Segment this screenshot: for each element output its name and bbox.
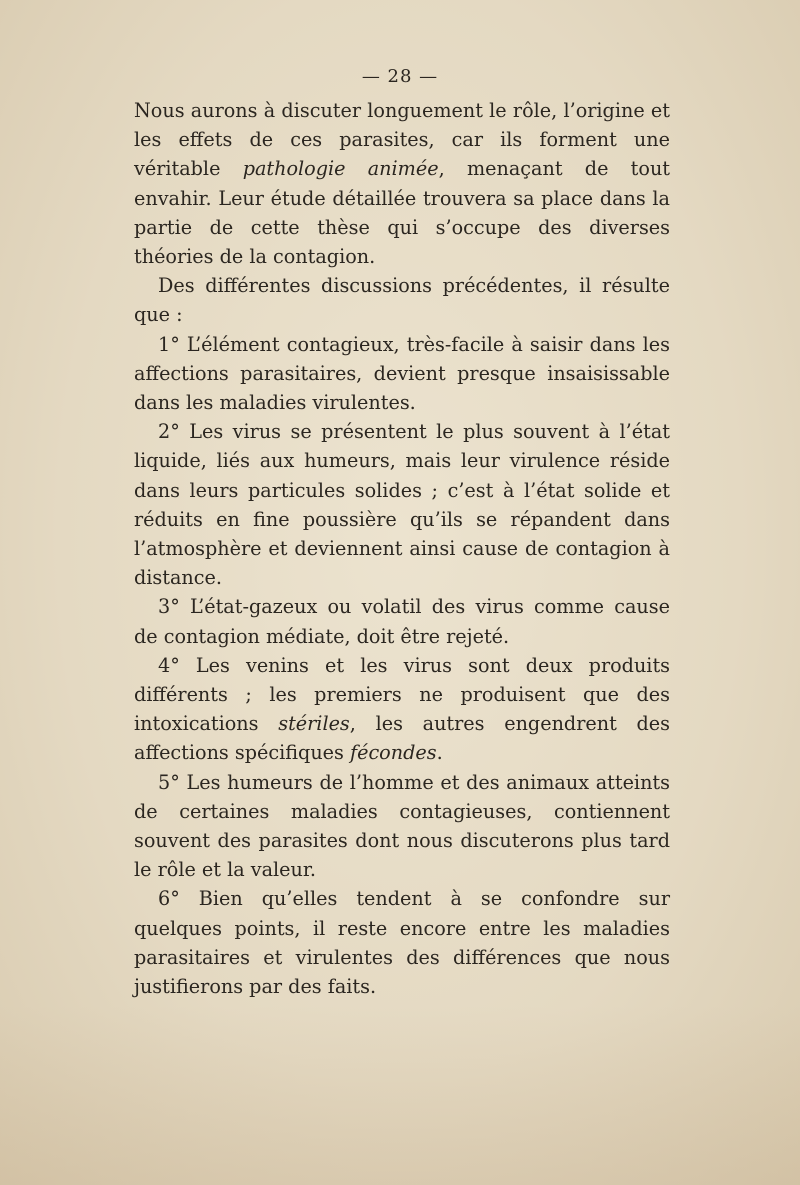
conclusion-item-2: 2° Les virus se présentent le plus souvent à l’état liquide, liés aux humeurs, mais leur virulence réside dans leurs particules solides ; c’est à l’état solide et réduits en fine poussière qu’ils se répandent dans l’atmosphère et deviennent ainsi cause de contagion à distance.: [134, 420, 670, 590]
paper-stain: [0, 1005, 800, 1185]
page-number: — 28 —: [361, 66, 439, 87]
emphasis-fecondes: fécondes: [349, 741, 437, 765]
body-text: [134, 96, 670, 1001]
conclusion-item-1: 1° L’élément contagieux, très-facile à saisir dans les affections parasitaires, devient presque insaisissable dans les maladies virulentes.: [134, 332, 670, 415]
conclusion-item-5: 5° Les humeurs de l’homme et des animaux atteints de certaines maladies contagieuses, contiennent souvent des parasites dont nous discuterons plus tard le rôle et la valeur.: [134, 770, 670, 882]
paragraph-intro-end: , menaçant de tout envahir. Leur étude détaillée trouvera sa place dans la partie de cette thèse qui s’occupe des diverses théories de la contagion.: [134, 157, 671, 269]
paragraph-intro: [134, 96, 670, 271]
paragraph-intro-start: Nous aurons à discuter longuement le rôle, l’origine et les effets de ces parasites, car ils forment une véritable: [134, 99, 670, 181]
conclusion-item-6: 6° Bien qu’elles tendent à se confondre sur quelques points, il reste encore entre les maladies parasitaires et virulentes des différences que nous justifierons par des faits.: [134, 887, 670, 999]
emphasis-steriles: stériles: [278, 712, 350, 736]
conclusion-item-3: 3° L’état-gazeux ou volatil des virus comme cause de contagion médiate, doit être rejeté.: [134, 595, 670, 648]
conclusion-item-4-end: .: [436, 741, 443, 765]
conclusion-item-4-start: 4° Les venins et les virus sont deux produits différents ; les premiers ne produisent que des intoxications: [134, 653, 670, 736]
conclusion-item-4-middle: , les autres engendrent des affections spécifiques: [134, 712, 670, 765]
emphasis-pathologie-animee: pathologie animée: [242, 157, 439, 181]
conclusion-item-4: [134, 651, 670, 768]
paragraph-conclusion-lead: Des différentes discussions précédentes, il résulte que :: [134, 274, 670, 327]
